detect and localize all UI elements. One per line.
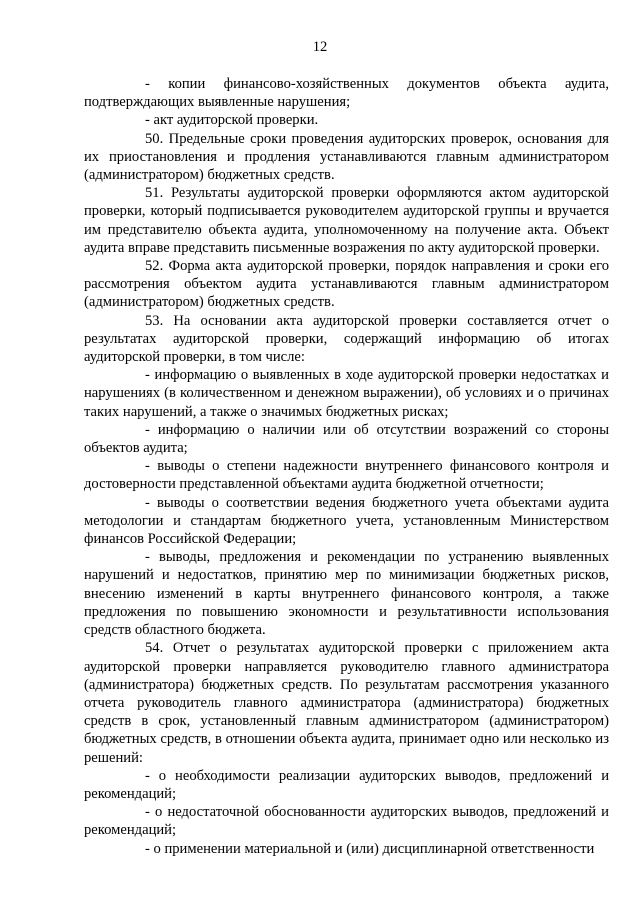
page-number: 12: [312, 39, 328, 55]
paragraph: - копии финансово-хозяйственных документов объекта аудита, подтверждающих выявленные нарушения;: [84, 76, 609, 111]
paragraph: - выводы о степени надежности внутреннего финансового контроля и достоверности представленной объектами аудита бюджетной отчетности;: [84, 458, 609, 493]
paragraph: 52. Форма акта аудиторской проверки, порядок направления и сроки его рассмотрения объектом аудита устанавливаются главным администратором (администратором) бюджетных средств.: [84, 258, 609, 311]
paragraph: - о необходимости реализации аудиторских выводов, предложений и рекомендаций;: [84, 767, 609, 802]
paragraph: - о применении материальной и (или) дисциплинарной ответственности: [145, 840, 595, 857]
paragraph: 50. Предельные сроки проведения аудиторских проверок, основания для их приостановления и продления устанавливаются главным администратором (администратором) бюджетных средств.: [84, 130, 609, 184]
paragraph: - информацию о выявленных в ходе аудиторской проверки недостатках и нарушениях (в количественном и денежном выражении), об условиях и о причинах таких нарушений, а также о значимых бюджетных рисках;: [84, 367, 609, 420]
paragraph: - информацию о наличии или об отсутствии возражений со стороны объектов аудита;: [84, 421, 609, 457]
paragraph: 53. На основании акта аудиторской проверки составляется отчет о результатах аудиторской проверки, содержащий информацию об итогах аудиторской проверки, в том числе:: [84, 312, 609, 366]
paragraph: - выводы, предложения и рекомендации по устранению выявленных нарушений и недостатков, принятию мер по минимизации бюджетных рисков, внесению изменений в карты внутреннего финансового контроля, а также предложения по повышению экономности и результативности использования средств областного бюджета.: [84, 549, 609, 639]
paragraph: 54. Отчет о результатах аудиторской проверки с приложением акта аудиторской проверки направляется руководителю главного администратора (администратора) бюджетных средств. По результатам рассмотрения указанного отчета руководитель главного администратора (администратора) бюджетных средств в срок, установленный главным администратором (администратором) бюджетных средств, в отношении объекта аудита, принимает одно или несколько из решений:: [84, 640, 609, 766]
paragraph: - о недостаточной обоснованности аудиторских выводов, предложений и рекомендаций;: [84, 804, 609, 839]
paragraph: 51. Результаты аудиторской проверки оформляются актом аудиторской проверки, который подписывается руководителем аудиторской группы и вручается им представителю объекта аудита, уполномоченному на получение акта. Объект аудита вправе представить письменные возражения по акту аудиторской проверки.: [84, 185, 609, 256]
paragraph: - акт аудиторской проверки.: [145, 112, 319, 129]
document-body: [84, 75, 609, 858]
paragraph: - выводы о соответствии ведения бюджетного учета объектами аудита методологии и стандартам бюджетного учета, установленным Министерством финансов Российской Федерации;: [84, 494, 609, 548]
